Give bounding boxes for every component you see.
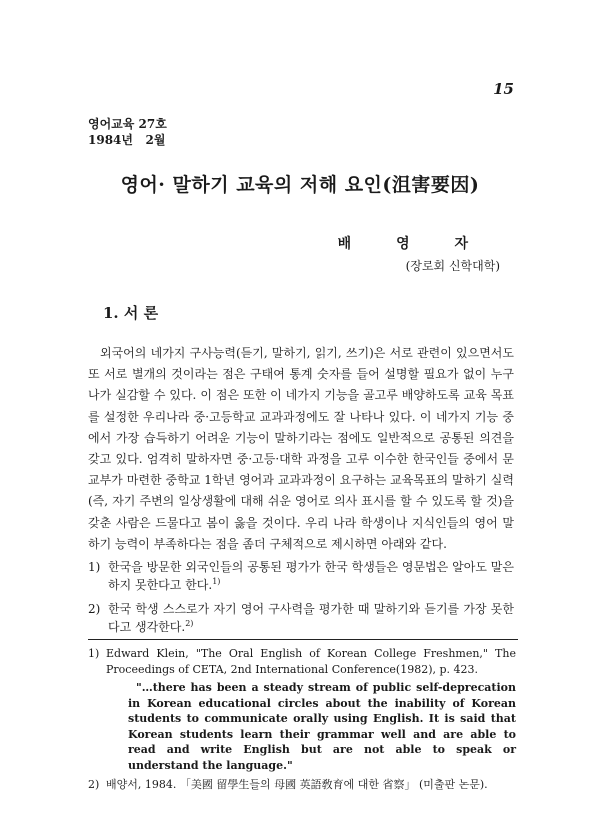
list-item-number: 2): [88, 602, 101, 616]
footnote-citation: 배양서, 1984. 「美國 留學生들의 母國 英語敎育에 대한 省察」 (미출판 논문).: [106, 778, 488, 791]
section-heading: 1. 서 론: [103, 304, 159, 322]
list-item: [88, 558, 514, 594]
footnote-number: 1): [88, 647, 100, 660]
footnote-citation: Edward Klein, "The Oral English of Korean College Freshmen," The Proceedings of CETA, 2nd International Conference(1982), p. 423.: [106, 647, 516, 676]
journal-issue: 영어교육 27호: [88, 117, 167, 131]
footnotes: [88, 646, 516, 797]
author-name: 배 영 자: [337, 236, 488, 252]
footnote-ref[interactable]: 2): [185, 619, 194, 628]
journal-info: [88, 116, 167, 148]
author-affiliation: (장로회 신학대학): [405, 259, 500, 273]
page-number: 15: [493, 80, 514, 98]
footnote-ref[interactable]: 1): [212, 577, 221, 586]
list-item-text: 한국을 방문한 외국인들의 공통된 평가가 한국 학생들은 영문법은 알아도 말은 하지 못한다고 한다.: [108, 560, 514, 592]
list-item-text: 한국 학생 스스로가 자기 영어 구사력을 평가한 때 말하기와 듣기를 가장 못한다고 생각한다.: [108, 602, 514, 634]
list-item-number: 1): [88, 560, 101, 574]
footnote: [88, 777, 516, 793]
footnote: [88, 646, 516, 773]
points-list: [88, 558, 514, 642]
list-item: [88, 600, 514, 636]
article-title: 영어· 말하기 교육의 저해 요인(沮害要因): [120, 174, 480, 196]
footnote-number: 2): [88, 778, 100, 791]
footnote-quote: "…there has been a steady stream of public self-deprecation in Korean educational circles about the inability of Korean students to communicate orally using English. It is said that Korean students learn their grammar well and are able to read and write English but are not able to speak or understand the language.": [128, 681, 516, 772]
intro-paragraph: 외국어의 네가지 구사능력(듣기, 말하기, 읽기, 쓰기)은 서로 관련이 있으면서도 또 서로 별개의 것이라는 점은 구태여 통계 숫자를 들어 설명할 필요가 없이 누구나가 실감할 수 있다. 이 점은 또한 이 네가지 기능을 골고루 배양하도록 교육 목표를 설정한 우리나라 중·고등학교 교과과정에도 잘 나타나 있다. 이 네가지 기능 중에서 가장 습득하기 어려운 기능이 말하기라는 점에도 일반적으로 공통된 의견을 갖고 있다. 엄격히 말하자면 중·고등·대학 과정을 고루 이수한 한국인들 중에서 문교부가 마련한 중학교 1학년 영어과 교과과정이 요구하는 교육목표의 말하기 실력(즉, 자기 주변의 일상생활에 대해 쉬운 영어로 의사 표시를 할 수 있도록 할 것)을 갖춘 사람은 드물다고 봄이 옳을 것이다. 우리 나라 학생이나 지식인들의 영어 말하기 능력이 부족하다는 점을 좀더 구체적으로 제시하면 아래와 같다.: [88, 346, 514, 551]
journal-date: 1984년 2월: [88, 133, 166, 147]
footnote-divider: [88, 639, 518, 640]
